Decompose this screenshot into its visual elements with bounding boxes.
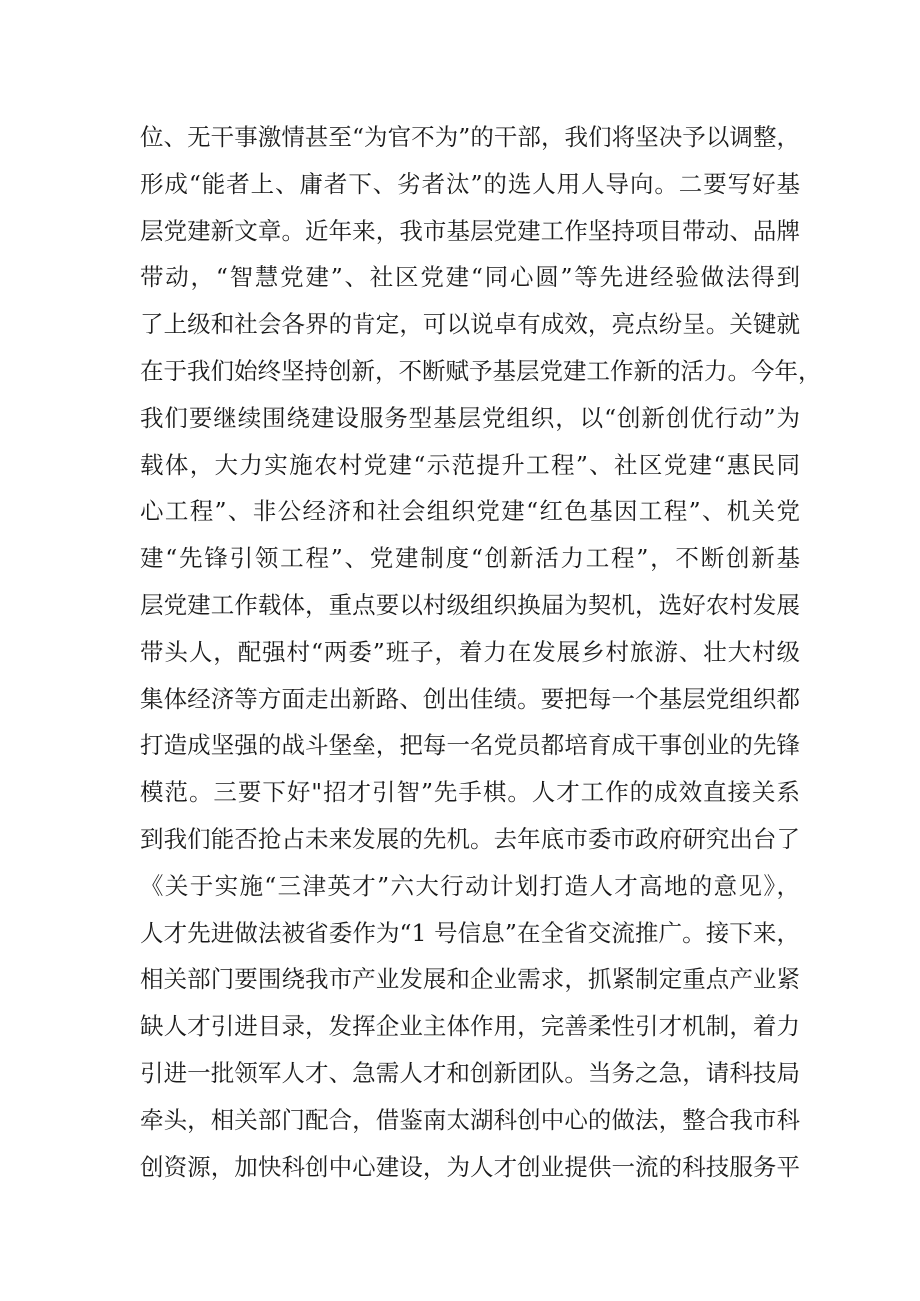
text-line: 带头人，配强村“两委”班子，着力在发展乡村旅游、壮大村级 xyxy=(140,637,800,666)
text-line: 层党建新文章。近年来，我市基层党建工作坚持项目带动、品牌 xyxy=(140,216,800,245)
text-line: 建“先锋引领工程”、党建制度“创新活力工程”，不断创新基 xyxy=(140,544,800,573)
text-line: 集体经济等方面走出新路、创出佳绩。要把每一个基层党组织都 xyxy=(140,684,800,713)
text-line: 牵头，相关部门配合，借鉴南太湖科创中心的做法，整合我市科 xyxy=(140,1105,800,1134)
text-line: 人才先进做法被省委作为“1 号信息”在全省交流推广。接下来， xyxy=(140,918,800,947)
text-line: 相关部门要围绕我市产业发展和企业需求，抓紧制定重点产业紧 xyxy=(140,965,800,994)
text-line: 我们要继续围绕建设服务型基层党组织，以“创新创优行动”为 xyxy=(140,403,800,432)
text-line: 打造成坚强的战斗堡垒，把每一名党员都培育成干事创业的先锋 xyxy=(140,731,800,760)
text-line: 层党建工作载体，重点要以村级组织换届为契机，选好农村发展 xyxy=(140,590,800,619)
text-line: 载体，大力实施农村党建“示范提升工程”、社区党建“惠民同 xyxy=(140,450,800,479)
text-line: 位、无干事激情甚至“为官不为”的干部，我们将坚决予以调整， xyxy=(140,123,800,151)
text-line: 在于我们始终坚持创新，不断赋予基层党建工作新的活力。今年， xyxy=(140,356,822,385)
text-line: 模范。三要下好"招才引智”先手棋。人才工作的成效直接关系 xyxy=(140,778,800,807)
text-line: 心工程”、非公经济和社会组织党建“红色基因工程”、机关党 xyxy=(140,497,800,526)
text-line: 缺人才引进目录，发挥企业主体作用，完善柔性引才机制，着力 xyxy=(140,1012,800,1041)
text-line: 创资源，加快科创中心建设，为人才创业提供一流的科技服务平 xyxy=(140,1152,800,1181)
text-line: 《关于实施“三津英才”六大行动计划打造人才高地的意见》， xyxy=(140,871,800,900)
text-line: 形成“能者上、庸者下、劣者汰”的选人用人导向。二要写好基 xyxy=(140,169,800,198)
text-line: 了上级和社会各界的肯定，可以说卓有成效，亮点纷呈。关键就 xyxy=(140,310,800,339)
text-line: 到我们能否抢占未来发展的先机。去年底市委市政府研究出台了 xyxy=(140,824,800,853)
text-line: 引进一批领军人才、急需人才和创新团队。当务之急，请科技局 xyxy=(140,1058,800,1087)
text-line: 带动，“智慧党建”、社区党建“同心圆”等先进经验做法得到 xyxy=(140,263,800,292)
body-text xyxy=(140,114,822,1190)
